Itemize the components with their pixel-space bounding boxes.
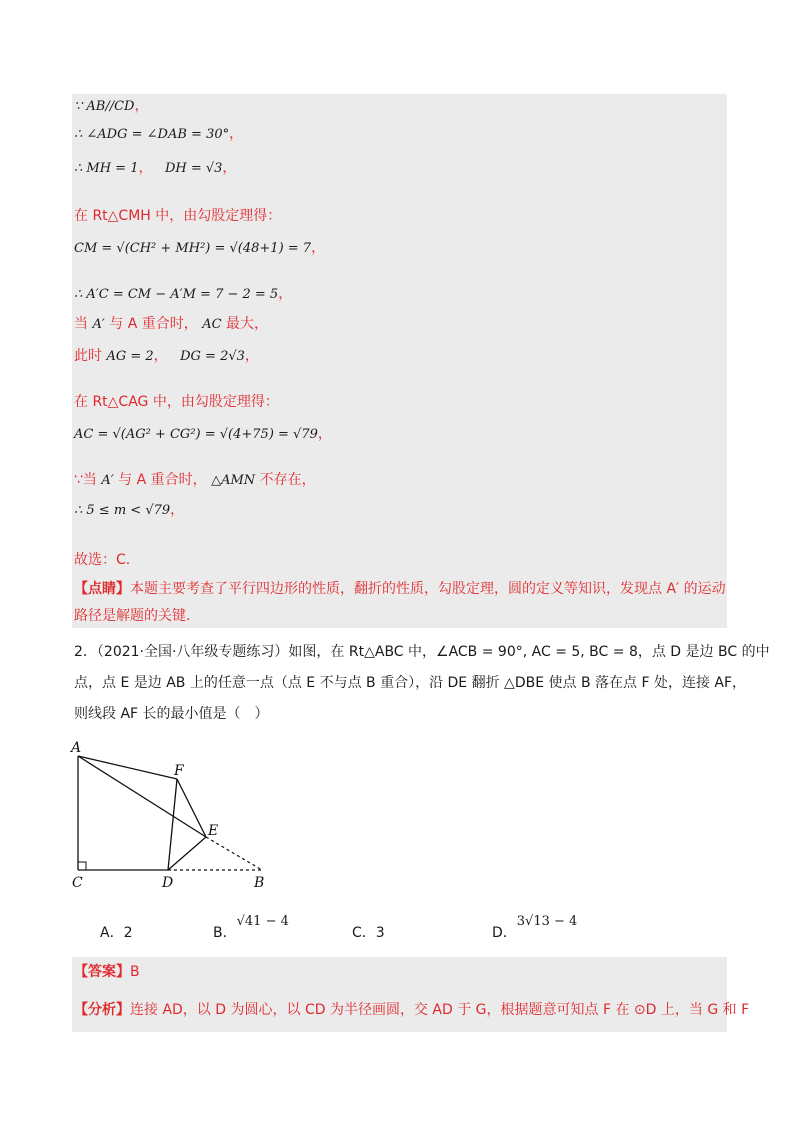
answer-value: B: [130, 964, 140, 980]
question-line-1: 2．（2021·全国·八年级专题练习）如图，在 Rt△ABC 中，∠ACB = 90°, AC = 5, BC = 8，点 D 是边 BC 的中: [74, 644, 770, 660]
comment-text: 本题主要考查了平行四边形的性质，翻折的性质，勾股定理，圆的定义等知识，发现点 A′ 的运动路径是解题的关键.: [74, 581, 726, 624]
solution-line-2: [74, 124, 243, 145]
punctuation: ，: [170, 502, 185, 518]
triangle-figure: [66, 738, 286, 893]
analysis-line: [74, 1000, 749, 1020]
punctuation: ，: [311, 240, 326, 256]
label-c: C: [72, 875, 83, 891]
label-a: A: [71, 740, 82, 756]
solution-line-4: 在 Rt△CMH 中，由勾股定理得：: [74, 208, 282, 224]
right-angle-mark: [78, 862, 86, 870]
punctuation: ，: [138, 160, 153, 176]
option-d-label: D．: [492, 925, 517, 941]
solution-conclusion: 故选：C.: [74, 552, 131, 568]
solution-line-5: [74, 238, 325, 259]
solution-line-3: [74, 158, 236, 179]
solution-line-11: [74, 470, 316, 491]
label-e: E: [208, 823, 219, 839]
text: ∵当: [74, 472, 97, 488]
label-d: D: [162, 875, 174, 891]
math-cm: CM = √(CH² + MH²) = √(48+1) = 7: [74, 241, 312, 256]
label-b: B: [254, 875, 265, 891]
option-c-value: 3: [375, 925, 385, 941]
math-ac: AC: [202, 317, 222, 332]
answer-line: [74, 962, 140, 982]
punctuation: ，: [317, 426, 332, 442]
math-ac: AC = √(AG² + CG²) = √(4+75) = √79: [74, 427, 318, 442]
solution-comment: [74, 576, 726, 630]
math-dg: DG = 2√3: [180, 349, 245, 364]
option-b: [213, 914, 289, 942]
math-ag: AG = 2: [106, 349, 154, 364]
text: 与 A 重合时，: [118, 472, 207, 488]
segment-fd: [168, 779, 177, 870]
math-angle: ∴ ∠ADG = ∠DAB = 30°: [74, 127, 230, 142]
solution-line-1: [74, 96, 148, 117]
option-c-label: C．: [352, 925, 376, 941]
segment-ae: [78, 756, 206, 837]
option-d: [492, 914, 578, 942]
punctuation: ，: [244, 348, 259, 364]
segment-af: [78, 756, 177, 779]
math-a-prime: A′: [92, 317, 105, 332]
solution-line-6: [74, 284, 292, 305]
analysis-tag: 【分析】: [74, 1002, 130, 1018]
text: 最大，: [225, 316, 268, 332]
text: 此时: [74, 348, 102, 364]
analysis-text: 连接 AD，以 D 为圆心，以 CD 为半径画圆，交 AD 于 G，根据题意可知点 F 在 ⊙D 上，当 G 和 F: [130, 1002, 750, 1018]
math-ac-prime: ∴ A′C = CM − A′M = 7 − 2 = 5: [74, 287, 279, 302]
label-f: F: [174, 763, 184, 779]
math-mh: ∴ MH = 1: [74, 161, 139, 176]
math-range: ∴ 5 ≤ m < √79: [74, 503, 171, 518]
math-triangle-amn: △AMN: [211, 473, 256, 488]
option-a-label: A．: [100, 925, 124, 941]
solution-line-12: [74, 500, 184, 521]
solution-line-10: [74, 424, 332, 445]
math-dh: DH = √3: [164, 161, 223, 176]
text: 当: [74, 316, 88, 332]
punctuation: ，: [134, 98, 149, 114]
math-a-prime: A′: [101, 473, 114, 488]
option-b-label: B．: [213, 925, 237, 941]
option-c: [352, 922, 385, 942]
text: 不存在，: [259, 472, 316, 488]
solution-line-8: [74, 346, 259, 367]
question-line-3: 则线段 AF 长的最小值是（ ）: [74, 706, 269, 722]
option-d-value: 3√13 − 4: [516, 914, 578, 929]
punctuation: ，: [153, 348, 168, 364]
solution-line-9: 在 Rt△CAG 中，由勾股定理得：: [74, 394, 279, 410]
solution-line-7: [74, 314, 268, 335]
comment-tag: 【点睛】: [74, 581, 130, 597]
punctuation: ，: [222, 160, 237, 176]
option-a-value: 2: [123, 925, 133, 941]
answer-background: [72, 957, 727, 1032]
option-b-value: √41 − 4: [236, 914, 289, 929]
punctuation: ，: [229, 126, 244, 142]
side-eb-dashed: [206, 837, 262, 870]
answer-tag: 【答案】: [74, 964, 130, 980]
segment-de: [168, 837, 206, 870]
punctuation: ，: [278, 286, 293, 302]
option-a: [100, 922, 133, 942]
math-parallel: ∵ AB//CD: [74, 99, 135, 114]
text: 与 A 重合时，: [109, 316, 198, 332]
question-line-2: 点，点 E 是边 AB 上的任意一点（点 E 不与点 B 重合），沿 DE 翻折 △DBE 使点 B 落在点 F 处，连接 AF，: [74, 675, 747, 691]
